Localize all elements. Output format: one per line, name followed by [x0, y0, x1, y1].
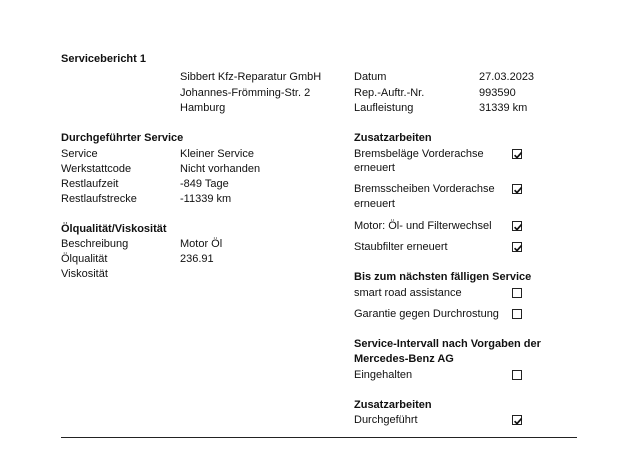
- checkmark-icon: [513, 222, 523, 232]
- oil-quality-value: 236.91: [180, 253, 214, 265]
- service-heading: Durchgeführter Service: [61, 132, 184, 144]
- checkmark-icon: [513, 185, 523, 195]
- order-number-value: 993590: [479, 87, 516, 99]
- extra-work-heading: Zusatzarbeiten: [354, 132, 432, 144]
- workshop-name: Sibbert Kfz-Reparatur GmbH: [180, 71, 322, 83]
- order-number-label: Rep.-Auftr.-Nr.: [354, 87, 425, 99]
- oil-description-label: Beschreibung: [61, 238, 129, 250]
- oil-quality-label: Ölqualität: [61, 253, 108, 265]
- workshop-city: Hamburg: [180, 102, 226, 114]
- extra-work-2-heading: Zusatzarbeiten: [354, 399, 432, 411]
- workshop-code-value: Nicht vorhanden: [180, 163, 261, 175]
- remaining-time-label: Restlaufzeit: [61, 178, 119, 190]
- extra-work-item-label: Bremsscheiben Vorderachse: [354, 183, 495, 195]
- checkmark-icon: [513, 416, 523, 426]
- footer-divider: [61, 437, 577, 438]
- date-value: 27.03.2023: [479, 71, 535, 83]
- remaining-distance-label: Restlaufstrecke: [61, 193, 137, 205]
- extra-work-item-label: Motor: Öl- und Filterwechsel: [354, 220, 492, 232]
- mileage-value: 31339 km: [479, 102, 528, 114]
- checkmark-icon: [513, 150, 523, 160]
- mileage-label: Laufleistung: [354, 102, 414, 114]
- next-service-item-label: smart road assistance: [354, 287, 462, 299]
- checkbox[interactable]: [512, 415, 522, 425]
- checkbox[interactable]: [512, 149, 522, 159]
- extra-work-2-item-label: Durchgeführt: [354, 414, 418, 426]
- extra-work-item-label-cont: erneuert: [354, 162, 395, 174]
- report-title: Servicebericht 1: [61, 53, 146, 65]
- viscosity-label: Viskosität: [61, 268, 108, 280]
- service-value: Kleiner Service: [180, 148, 254, 160]
- checkbox[interactable]: [512, 221, 522, 231]
- workshop-street: Johannes-Frömming-Str. 2: [180, 87, 311, 99]
- interval-item-label: Eingehalten: [354, 369, 413, 381]
- interval-heading-cont: Mercedes-Benz AG: [354, 353, 454, 365]
- next-service-heading: Bis zum nächsten fälligen Service: [354, 271, 532, 283]
- checkbox[interactable]: [512, 242, 522, 252]
- extra-work-item-label-cont: erneuert: [354, 198, 395, 210]
- remaining-time-value: -849 Tage: [180, 178, 229, 190]
- workshop-code-label: Werkstattcode: [61, 163, 132, 175]
- remaining-distance-value: -11339 km: [180, 193, 232, 205]
- extra-work-item-label: Staubfilter erneuert: [354, 241, 448, 253]
- checkbox[interactable]: [512, 184, 522, 194]
- checkbox[interactable]: [512, 370, 522, 380]
- oil-description-value: Motor Öl: [180, 238, 223, 250]
- checkbox[interactable]: [512, 309, 522, 319]
- extra-work-item-label: Bremsbeläge Vorderachse: [354, 148, 484, 160]
- next-service-item-label: Garantie gegen Durchrostung: [354, 308, 499, 320]
- checkmark-icon: [513, 243, 523, 253]
- oil-heading: Ölqualität/Viskosität: [61, 223, 167, 235]
- interval-heading: Service-Intervall nach Vorgaben der: [354, 338, 541, 350]
- date-label: Datum: [354, 71, 387, 83]
- service-label: Service: [61, 148, 98, 160]
- checkbox[interactable]: [512, 288, 522, 298]
